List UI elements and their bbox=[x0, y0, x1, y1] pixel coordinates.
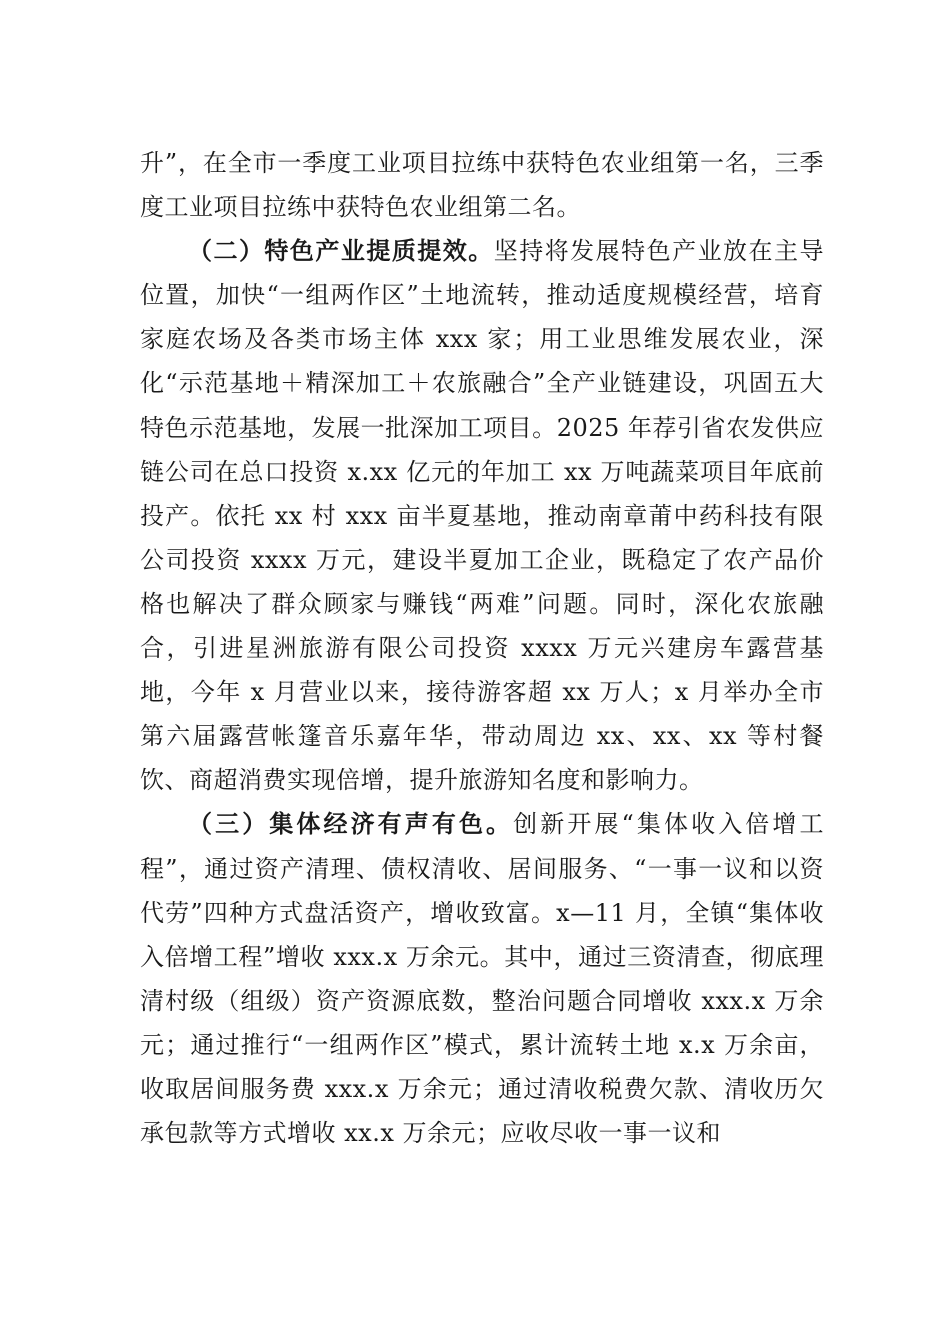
paragraph-text: 升”，在全市一季度工业项目拉练中获特色农业组第一名，三季度工业项目拉练中获特色农业组第二名。 bbox=[140, 149, 824, 222]
paragraph-text: 坚持将发展特色产业放在主导位置，加快“一组两作区”土地流转，推动适度规模经营，培育家庭农场及各类市场主体 xxx 家；用工业思维发展农业，深化“示范基地＋精深加工＋农旅融合”全产业链建设，巩固五大特色示范基地，发展一批深加工项目。2025 年荐引省农发供应链公司在总口投资 x.xx 亿元的年加工 xx 万吨蔬菜项目年底前投产。依托 xx 村 xxx 亩半夏基地，推动南章莆中药科技有限公司投资 xxxx 万元，建设半夏加工企业，既稳定了农产品价格也解决了群众顾家与赚钱“两难”问题。同时，深化农旅融合，引进星洲旅游有限公司投资 xxxx 万元兴建房车露营基地，今年 x 月营业以来，接待游客超 xx 万人；x 月举办全市第六届露营帐篷音乐嘉年华，带动周边 xx、xx、xx 等村餐饮、商超消费实现倍增，提升旅游知名度和影响力。 bbox=[140, 237, 824, 795]
paragraph-continuation bbox=[140, 141, 824, 229]
paragraph-text: 创新开展“集体收入倍增工程”，通过资产清理、债权清收、居间服务、“一事一议和以资代劳”四种方式盘活资产，增收致富。x—11 月，全镇“集体收入倍增工程”增收 xxx.x 万余元。其中，通过三资清查，彻底理清村级（组级）资产资源底数，整治问题合同增收 xxx.x 万余元；通过推行“一组两作区”模式，累计流转土地 x.x 万余亩，收取居间服务费 xxx.x 万余元；通过清收税费欠款、清收历欠承包款等方式增收 xx.x 万余元；应收尽收一事一议和 bbox=[140, 810, 825, 1148]
paragraph-specialty-industry bbox=[140, 229, 824, 802]
paragraph-heading: （二）特色产业提质提效。 bbox=[188, 236, 494, 266]
paragraph-heading: （三）集体经济有声有色。 bbox=[188, 809, 514, 839]
paragraph-collective-economy bbox=[140, 802, 824, 1155]
body-text bbox=[140, 141, 824, 1155]
